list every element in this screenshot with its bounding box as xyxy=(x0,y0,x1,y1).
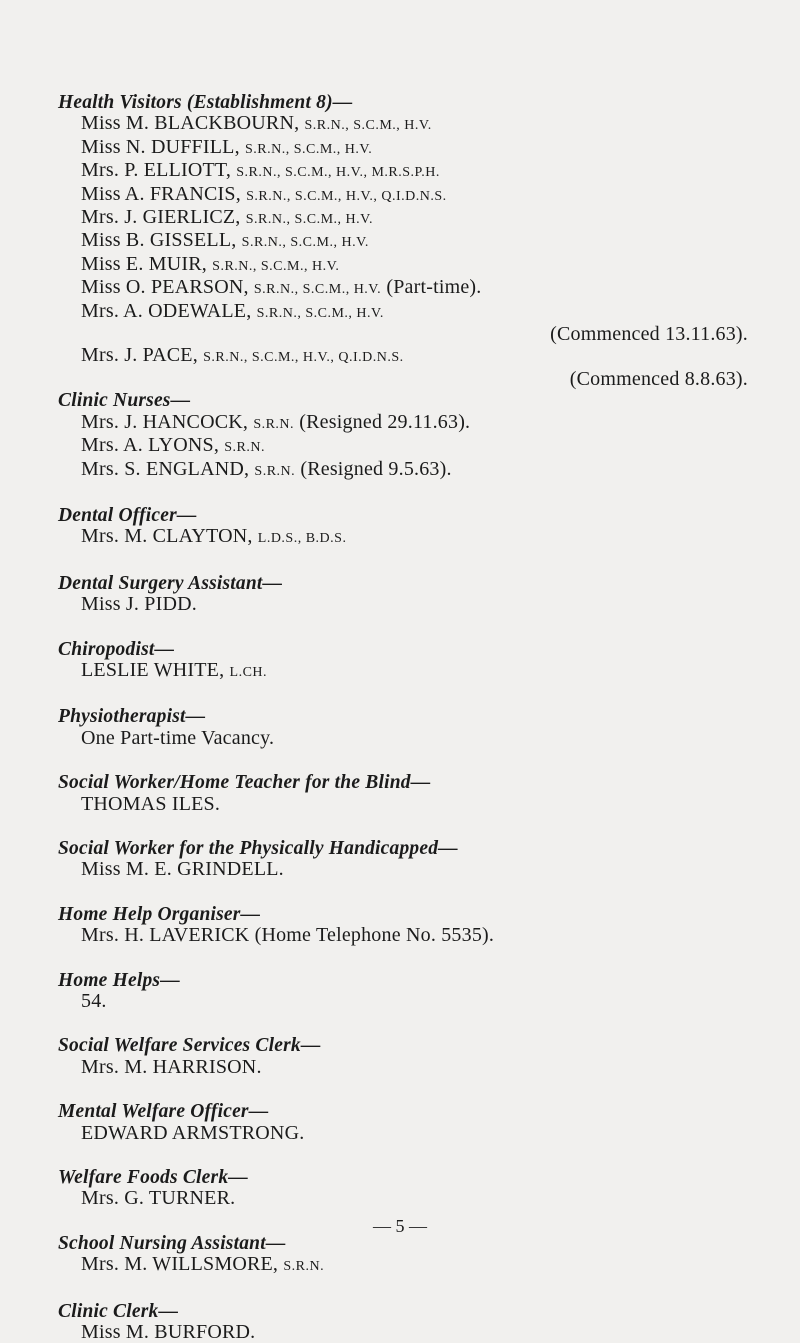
staff-entry xyxy=(58,160,748,183)
staff-entry xyxy=(58,184,748,207)
section-heading-social-welfare-clerk: Social Welfare Services Clerk— xyxy=(58,1035,321,1057)
staff-entry: One Part-time Vacancy. xyxy=(81,726,275,749)
staff-qualifications: S.R.N. xyxy=(283,1259,325,1275)
staff-entry: EDWARD ARMSTRONG. xyxy=(81,1121,305,1144)
staff-entry xyxy=(58,345,748,368)
staff-entry xyxy=(58,660,748,683)
staff-qualifications: S.R.N., S.C.M., H.V. xyxy=(253,282,382,298)
staff-name: Miss O. PEARSON, xyxy=(81,276,249,299)
section-heading-school-nursing-assistant: School Nursing Assistant— xyxy=(58,1232,286,1254)
section-gap xyxy=(58,749,748,772)
section-heading-physiotherapist: Physiotherapist— xyxy=(58,706,206,728)
staff-qualifications: S.R.N. xyxy=(224,440,265,456)
staff-list xyxy=(58,92,748,1343)
staff-entry xyxy=(58,1254,748,1277)
staff-name: Mrs. M. WILLSMORE, xyxy=(81,1253,279,1276)
section-gap xyxy=(58,1012,748,1035)
staff-note: (Part-time). xyxy=(386,276,482,299)
staff-entry xyxy=(58,526,748,549)
staff-name: Mrs. J. HANCOCK, xyxy=(81,410,249,433)
staff-name: LESLIE WHITE, xyxy=(81,658,225,681)
page-number: — 5 — xyxy=(373,1216,427,1236)
section-gap xyxy=(58,1144,748,1167)
section-heading-dental-surgery-assistant: Dental Surgery Assistant— xyxy=(58,572,283,594)
section-gap xyxy=(58,947,748,970)
commenced-note: (Commenced 13.11.63). xyxy=(550,323,748,346)
staff-qualifications: S.R.N., S.C.M., H.V. xyxy=(244,141,373,157)
staff-qualifications: L.D.S., B.D.S. xyxy=(257,531,347,547)
staff-name: Mrs. M. CLAYTON, xyxy=(81,525,253,548)
staff-entry: Miss M. BURFORD. xyxy=(81,1321,256,1343)
staff-entry xyxy=(58,113,748,136)
staff-entry xyxy=(58,254,748,277)
staff-entry xyxy=(58,301,748,324)
staff-name: Mrs. P. ELLIOTT, xyxy=(81,159,232,182)
section-heading-chiropodist: Chiropodist— xyxy=(58,638,175,660)
staff-qualifications: S.R.N., S.C.M., H.V., Q.I.D.N.S. xyxy=(203,350,404,366)
staff-entry xyxy=(58,459,748,482)
section-heading-mental-welfare-officer: Mental Welfare Officer— xyxy=(58,1101,269,1123)
section-heading-health-visitors: Health Visitors (Establishment 8)— xyxy=(58,92,353,113)
staff-name: Mrs. A. ODEWALE, xyxy=(81,299,252,322)
section-heading-clinic-nurses: Clinic Nurses— xyxy=(58,390,191,412)
commenced-note: (Commenced 8.8.63). xyxy=(569,367,748,390)
staff-entry: Miss J. PIDD. xyxy=(81,593,197,616)
staff-name: Mrs. J. PACE, xyxy=(81,344,198,367)
section-gap xyxy=(58,1078,748,1101)
staff-entry: Mrs. G. TURNER. xyxy=(81,1187,236,1210)
staff-note: (Resigned 9.5.63). xyxy=(300,457,452,480)
section-gap xyxy=(58,616,748,639)
staff-qualifications: S.R.N., S.C.M., H.V. xyxy=(245,212,373,228)
section-gap xyxy=(58,881,748,904)
section-heading-home-helps: Home Helps— xyxy=(58,969,180,991)
staff-count: 54. xyxy=(81,990,107,1012)
section-heading-clinic-clerk: Clinic Clerk— xyxy=(58,1300,179,1322)
staff-entry: Mrs. M. HARRISON. xyxy=(81,1055,262,1078)
staff-name: Mrs. A. LYONS, xyxy=(81,434,220,457)
staff-entry xyxy=(58,435,748,458)
staff-entry: THOMAS ILES. xyxy=(81,792,221,815)
staff-qualifications: S.R.N., S.C.M., H.V., Q.I.D.N.S. xyxy=(246,188,447,204)
staff-name: Miss B. GISSELL, xyxy=(81,229,237,252)
staff-name: Mrs. J. GIERLICZ, xyxy=(81,206,241,229)
section-gap xyxy=(58,815,748,838)
staff-entry: Miss M. E. GRINDELL. xyxy=(81,858,284,881)
staff-qualifications: S.R.N. xyxy=(254,463,296,479)
staff-entry xyxy=(58,137,748,160)
section-heading-social-worker-handicapped: Social Worker for the Physically Handicapped— xyxy=(58,837,458,859)
section-heading-welfare-foods-clerk: Welfare Foods Clerk— xyxy=(58,1167,248,1189)
section-heading-dental-officer: Dental Officer— xyxy=(58,504,197,526)
staff-qualifications: S.R.N., S.C.M., H.V. xyxy=(256,305,384,321)
staff-qualifications: S.R.N. xyxy=(253,416,295,432)
staff-entry xyxy=(58,230,748,253)
staff-qualifications: S.R.N., S.C.M., H.V., M.R.S.P.H. xyxy=(236,165,440,181)
staff-name: Mrs. S. ENGLAND, xyxy=(81,457,250,480)
staff-entry xyxy=(58,412,748,435)
staff-entry xyxy=(58,277,748,300)
section-gap xyxy=(58,683,748,706)
section-heading-home-help-organiser: Home Help Organiser— xyxy=(58,903,261,925)
staff-name: Miss E. MUIR, xyxy=(81,252,207,275)
staff-qualifications: L.CH. xyxy=(229,664,268,680)
staff-name: Miss M. BLACKBOURN, xyxy=(81,112,300,135)
section-gap xyxy=(58,550,748,573)
staff-qualifications: S.R.N., S.C.M., H.V. xyxy=(212,258,340,274)
section-heading-social-worker-blind: Social Worker/Home Teacher for the Blind— xyxy=(58,772,431,794)
staff-qualifications: S.R.N., S.C.M., H.V. xyxy=(304,118,432,134)
staff-name: Miss N. DUFFILL, xyxy=(81,135,240,158)
staff-note: (Resigned 29.11.63). xyxy=(299,410,471,433)
staff-entry: Mrs. H. LAVERICK (Home Telephone No. 5535). xyxy=(81,924,495,947)
staff-entry xyxy=(58,207,748,230)
section-gap xyxy=(58,1278,748,1301)
section-gap xyxy=(58,482,748,505)
staff-name: Miss A. FRANCIS, xyxy=(81,182,241,205)
staff-qualifications: S.R.N., S.C.M., H.V. xyxy=(241,235,369,251)
